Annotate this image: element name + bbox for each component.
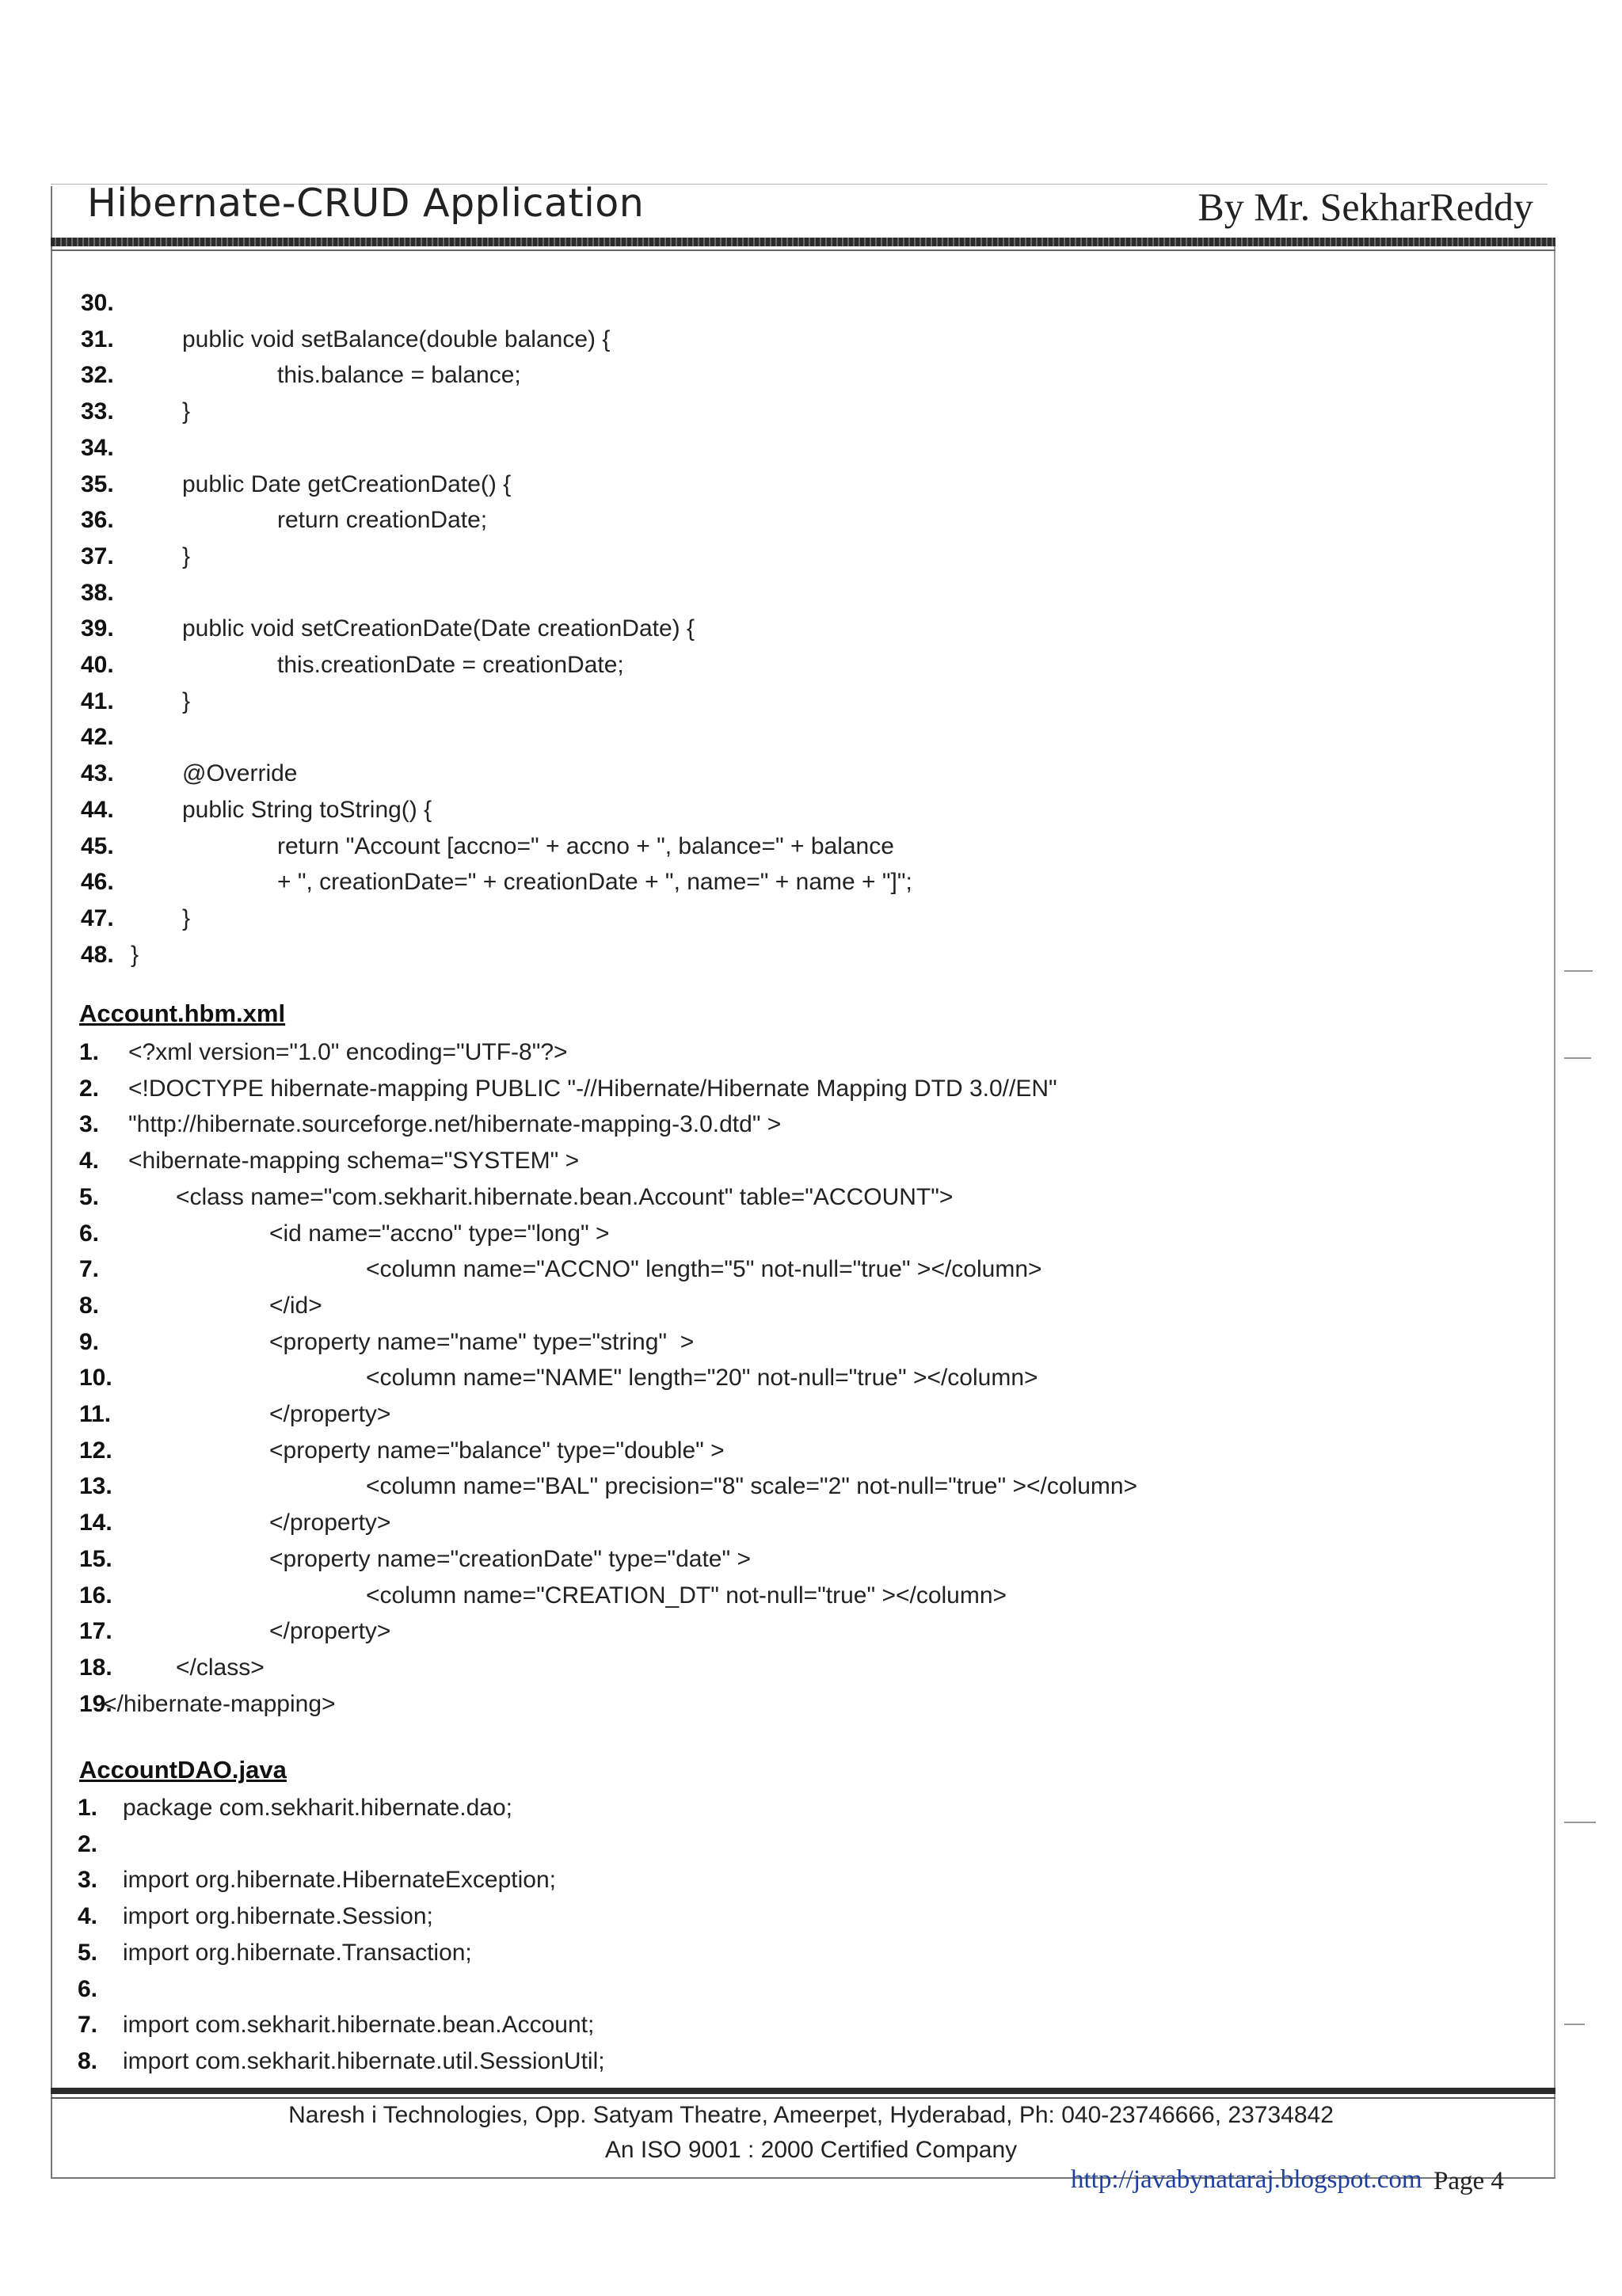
code-text: </hibernate-mapping> [103,1690,336,1717]
section-title-dao: AccountDAO.java [79,1756,287,1784]
line-number: 1. [79,1039,100,1065]
page-title: Hibernate-CRUD Application [87,181,645,226]
footer-address: Naresh i Technologies, Opp. Satyam Theatre, Ameerpet, Hyderabad, Ph: 040-23746666, 23734842 [288,2102,1334,2128]
line-number: 13. [79,1473,112,1500]
line-number: 30. [81,290,114,316]
code-text: public void setCreationDate(Date creationDate) { [182,615,695,642]
line-number: 37. [81,543,114,569]
line-number: 3. [79,1111,100,1138]
line-number: 48. [81,941,114,968]
line-number: 46. [81,869,114,896]
code-text: public void setBalance(double balance) { [182,326,611,352]
code-text: import org.hibernate.Transaction; [123,1939,472,1966]
code-text: package com.sekharit.hibernate.dao; [123,1795,512,1821]
code-text: public String toString() { [182,796,432,823]
footer-certification: An ISO 9001 : 2000 Certified Company [604,2137,1018,2163]
scan-mark [1564,2024,1585,2025]
code-text: public Date getCreationDate() { [182,470,512,497]
line-number: 7. [79,1256,100,1283]
line-number: 34. [81,434,114,461]
line-number: 36. [81,507,114,534]
code-text: <property name="creationDate" type="date" > [269,1545,751,1572]
line-number: 1. [78,1795,98,1821]
line-number: 9. [79,1328,100,1355]
line-number: 19. [79,1690,112,1717]
line-number: 7. [78,2012,98,2039]
line-number: 47. [81,904,114,931]
line-number: 4. [78,1903,98,1930]
line-number: 42. [81,724,114,751]
code-text: import org.hibernate.HibernateException; [123,1867,556,1894]
code-text: <hibernate-mapping schema="SYSTEM" > [128,1148,580,1175]
code-text: this.balance = balance; [277,362,521,389]
line-number: 45. [81,832,114,859]
code-text: <column name="BAL" precision="8" scale="2" not-null="true" ></column> [366,1473,1138,1500]
line-number: 8. [78,2047,98,2074]
code-text: </id> [269,1292,322,1319]
line-number: 17. [79,1618,112,1645]
section-title-hbm: Account.hbm.xml [79,1000,286,1027]
header-divider-thin [51,249,1555,251]
line-number: 14. [79,1510,112,1536]
code-text: <id name="accno" type="long" > [269,1220,610,1247]
code-text: <property name="name" type="string" > [269,1328,695,1355]
code-text: </class> [176,1654,265,1681]
line-number: 3. [78,1867,98,1894]
code-text: import com.sekharit.hibernate.util.SessionUtil; [123,2047,605,2074]
footer-divider [51,2088,1555,2094]
code-text: } [182,687,191,714]
scan-mark [1564,1057,1591,1059]
code-text: @Override [182,760,298,787]
line-number: 40. [81,652,114,678]
scan-mark [1564,1822,1596,1823]
line-number: 6. [79,1220,100,1247]
footer-divider-thin [51,2097,1555,2099]
code-text: <column name="ACCNO" length="5" not-null="true" ></column> [366,1256,1042,1283]
line-number: 38. [81,579,114,606]
code-text: + ", creationDate=" + creationDate + ", name=" + name + "]"; [277,869,912,896]
line-number: 35. [81,470,114,497]
line-number: 12. [79,1437,112,1464]
line-number: 11. [79,1401,112,1427]
line-number: 41. [81,687,114,714]
blog-url-link[interactable]: http://javabynataraj.blogspot.com [1071,2165,1422,2194]
code-text: <column name="CREATION_DT" not-null="true" ></column> [366,1582,1007,1609]
code-text: <?xml version="1.0" encoding="UTF-8"?> [128,1039,568,1065]
line-number: 4. [79,1148,100,1175]
code-text: </property> [269,1510,391,1536]
page-frame-left [51,186,52,2178]
line-number: 2. [78,1830,98,1857]
code-text: this.creationDate = creationDate; [277,652,624,678]
code-text: } [182,904,191,931]
line-number: 10. [79,1365,112,1392]
author-credit: By Mr. SekharReddy [1197,185,1533,229]
code-text: import com.sekharit.hibernate.bean.Account; [123,2012,595,2039]
line-number: 32. [81,362,114,389]
line-number: 6. [78,1975,98,2002]
line-number: 33. [81,398,114,425]
code-text: import org.hibernate.Session; [123,1903,433,1930]
code-text: } [131,941,139,968]
line-number: 31. [81,326,114,352]
line-number: 43. [81,760,114,787]
line-number: 2. [79,1075,100,1102]
code-text: <column name="NAME" length="20" not-null="true" ></column> [366,1365,1038,1392]
code-text: </property> [269,1618,391,1645]
line-number: 18. [79,1654,112,1681]
line-number: 5. [78,1939,98,1966]
code-text: } [182,543,191,569]
line-number: 16. [79,1582,112,1609]
code-text: <class name="com.sekharit.hibernate.bean.Account" table="ACCOUNT"> [176,1183,954,1210]
page-number: Page 4 [1434,2167,1504,2195]
line-number: 39. [81,615,114,642]
code-text: </property> [269,1401,391,1427]
code-text: <!DOCTYPE hibernate-mapping PUBLIC "-//Hibernate/Hibernate Mapping DTD 3.0//EN" [128,1075,1057,1102]
code-text: return creationDate; [277,507,488,534]
code-text: } [182,398,191,425]
line-number: 5. [79,1183,100,1210]
code-text: return "Account [accno=" + accno + ", balance=" + balance [277,832,894,859]
scan-mark [1564,970,1593,972]
page-frame-right [1554,246,1555,2178]
line-number: 8. [79,1292,100,1319]
line-number: 15. [79,1545,112,1572]
line-number: 44. [81,796,114,823]
code-text: <property name="balance" type="double" > [269,1437,725,1464]
header-divider [51,238,1555,246]
code-text: "http://hibernate.sourceforge.net/hibernate-mapping-3.0.dtd" > [128,1111,782,1138]
